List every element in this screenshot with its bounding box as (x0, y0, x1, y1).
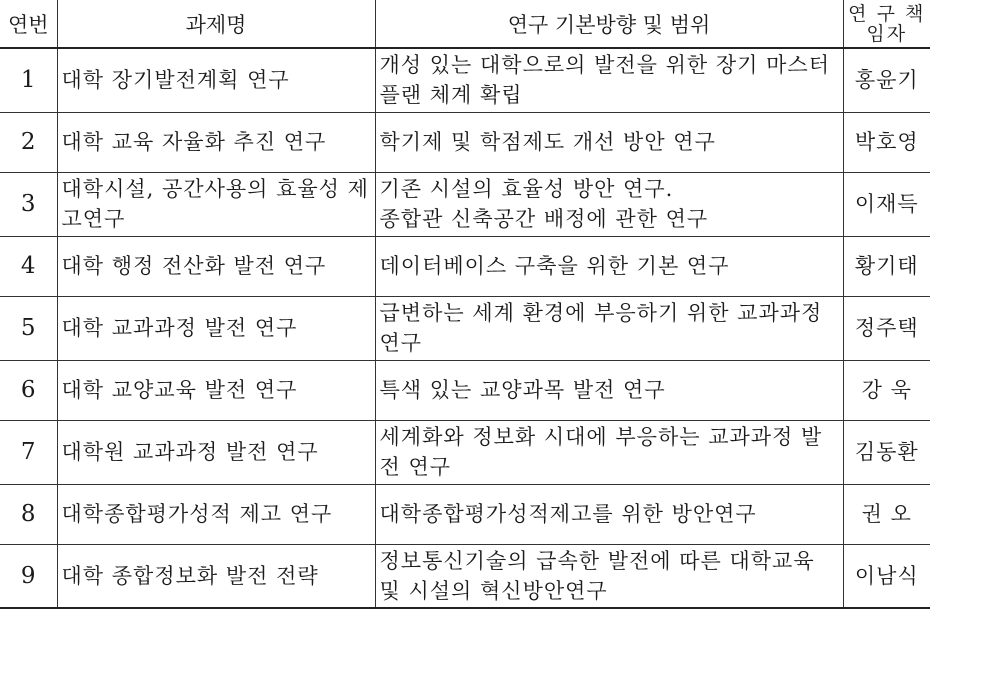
header-lead: 연 구 책임자 (843, 0, 930, 48)
cell-direction (375, 172, 843, 236)
cell-direction: 대학종합평가성적제고를 위한 방안연구 (375, 484, 843, 544)
table-row (0, 544, 930, 608)
header-no: 연번 (0, 0, 57, 48)
cell-title: 대학 종합정보화 발전 전략 (57, 544, 375, 608)
cell-direction: 학기제 및 학점제도 개선 방안 연구 (375, 112, 843, 172)
cell-title: 대학 교육 자율화 추진 연구 (57, 112, 375, 172)
cell-no: 4 (0, 236, 57, 296)
cell-direction: 데이터베이스 구축을 위한 기본 연구 (375, 236, 843, 296)
table-row (0, 420, 930, 484)
cell-no: 5 (0, 296, 57, 360)
table-row (0, 296, 930, 360)
table-row (0, 360, 930, 420)
cell-lead: 홍윤기 (843, 48, 930, 112)
cell-no: 9 (0, 544, 57, 608)
cell-lead: 이남식 (843, 544, 930, 608)
header-row (0, 0, 930, 48)
cell-lead: 강 욱 (843, 360, 930, 420)
cell-direction: 정보통신기술의 급속한 발전에 따른 대학교육 및 시설의 혁신방안연구 (375, 544, 843, 608)
cell-title: 대학 장기발전계획 연구 (57, 48, 375, 112)
table-row (0, 484, 930, 544)
cell-no: 3 (0, 172, 57, 236)
cell-title: 대학 교양교육 발전 연구 (57, 360, 375, 420)
cell-no: 2 (0, 112, 57, 172)
cell-lead: 정주택 (843, 296, 930, 360)
cell-direction: 세계화와 정보화 시대에 부응하는 교과과정 발전 연구 (375, 420, 843, 484)
direction-line: 종합관 신축공간 배정에 관한 연구 (379, 207, 709, 231)
cell-direction: 개성 있는 대학으로의 발전을 위한 장기 마스터 플랜 체계 확립 (375, 48, 843, 112)
cell-lead: 권 오 (843, 484, 930, 544)
table-row (0, 172, 930, 236)
cell-title: 대학종합평가성적 제고 연구 (57, 484, 375, 544)
cell-no: 8 (0, 484, 57, 544)
direction-line: 기존 시설의 효율성 방안 연구. (379, 177, 674, 201)
table-row (0, 48, 930, 112)
cell-no: 6 (0, 360, 57, 420)
cell-title: 대학원 교과과정 발전 연구 (57, 420, 375, 484)
cell-direction: 급변하는 세계 환경에 부응하기 위한 교과과정 연구 (375, 296, 843, 360)
cell-lead: 황기태 (843, 236, 930, 296)
cell-no: 7 (0, 420, 57, 484)
cell-lead: 김동환 (843, 420, 930, 484)
cell-no: 1 (0, 48, 57, 112)
table-body (0, 48, 930, 608)
cell-lead: 이재득 (843, 172, 930, 236)
cell-title: 대학 행정 전산화 발전 연구 (57, 236, 375, 296)
header-direction: 연구 기본방향 및 범위 (375, 0, 843, 48)
cell-title: 대학시설, 공간사용의 효율성 제고연구 (57, 172, 375, 236)
header-title: 과제명 (57, 0, 375, 48)
table-header (0, 0, 930, 48)
cell-direction: 특색 있는 교양과목 발전 연구 (375, 360, 843, 420)
cell-title: 대학 교과과정 발전 연구 (57, 296, 375, 360)
table-row (0, 236, 930, 296)
table-row (0, 112, 930, 172)
cell-lead: 박호영 (843, 112, 930, 172)
